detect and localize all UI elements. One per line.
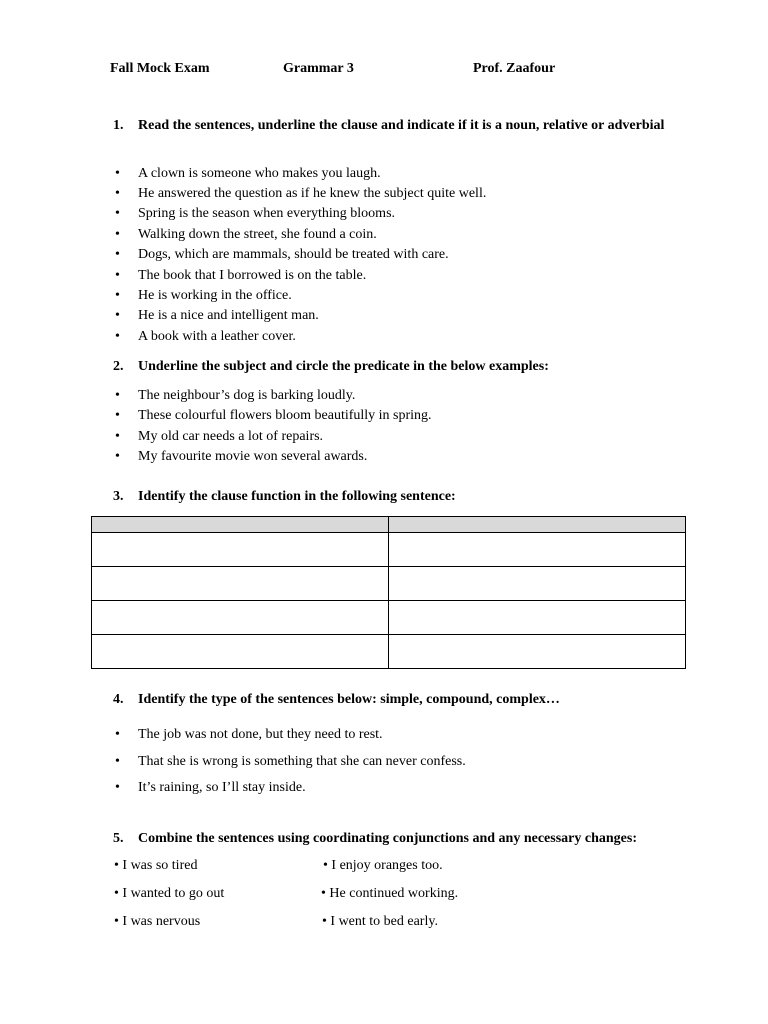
bullet-icon: • [115, 247, 120, 262]
question-number: 1. [113, 118, 124, 133]
bullet-icon: • [115, 288, 120, 303]
answer-cell[interactable] [389, 533, 686, 567]
question-text: Read the sentences, underline the clause and indicate if it is a noun, relative or adverbial [138, 118, 665, 133]
answer-cell[interactable] [92, 601, 389, 635]
combine-right-item: • I enjoy oranges too. [323, 858, 443, 873]
bullet-icon: • [115, 268, 120, 283]
question-number: 4. [113, 692, 124, 707]
answer-cell[interactable] [92, 533, 389, 567]
answer-cell[interactable] [389, 567, 686, 601]
table-row [92, 601, 686, 635]
bullet-icon: • [115, 429, 120, 444]
question-text: Underline the subject and circle the predicate in the below examples: [138, 359, 549, 374]
question-number: 2. [113, 359, 124, 374]
question-text: Identify the clause function in the following sentence: [138, 489, 456, 504]
combine-left-item: • I was nervous [114, 914, 201, 929]
table-row [92, 635, 686, 669]
bullet-icon: • [115, 754, 120, 769]
question-text: Combine the sentences using coordinating conjunctions and any necessary changes: [138, 831, 637, 846]
table-row [92, 567, 686, 601]
bullet-icon: • [115, 388, 120, 403]
combine-right-item: • I went to bed early. [322, 914, 438, 929]
answer-cell[interactable] [389, 635, 686, 669]
bullet-icon: • [115, 227, 120, 242]
bullet-icon: • [115, 186, 120, 201]
combine-right-item: • He continued working. [321, 886, 459, 901]
question-number: 3. [113, 489, 124, 504]
table-header-cell [389, 517, 686, 533]
bullet-icon: • [115, 329, 120, 344]
bullet-icon: • [115, 408, 120, 423]
combine-left-item: • I was so tired [114, 858, 198, 873]
bullet-icon: • [115, 308, 120, 323]
question-number: 5. [113, 831, 124, 846]
bullet-icon: • [115, 449, 120, 464]
course-name: Grammar 3 [283, 61, 354, 76]
answer-cell[interactable] [389, 601, 686, 635]
bullet-icon: • [115, 727, 120, 742]
question-text: Identify the type of the sentences below: simple, compound, complex… [138, 692, 560, 707]
exam-title: Fall Mock Exam [110, 61, 210, 76]
combine-left-item: • I wanted to go out [114, 886, 225, 901]
bullet-icon: • [115, 780, 120, 795]
answer-table [91, 516, 686, 669]
bullet-icon: • [115, 166, 120, 181]
professor-name: Prof. Zaafour [473, 61, 556, 76]
table-header-row [92, 517, 686, 533]
table-row [92, 533, 686, 567]
answer-cell[interactable] [92, 567, 389, 601]
bullet-icon: • [115, 206, 120, 221]
table-header-cell [92, 517, 389, 533]
answer-cell[interactable] [92, 635, 389, 669]
